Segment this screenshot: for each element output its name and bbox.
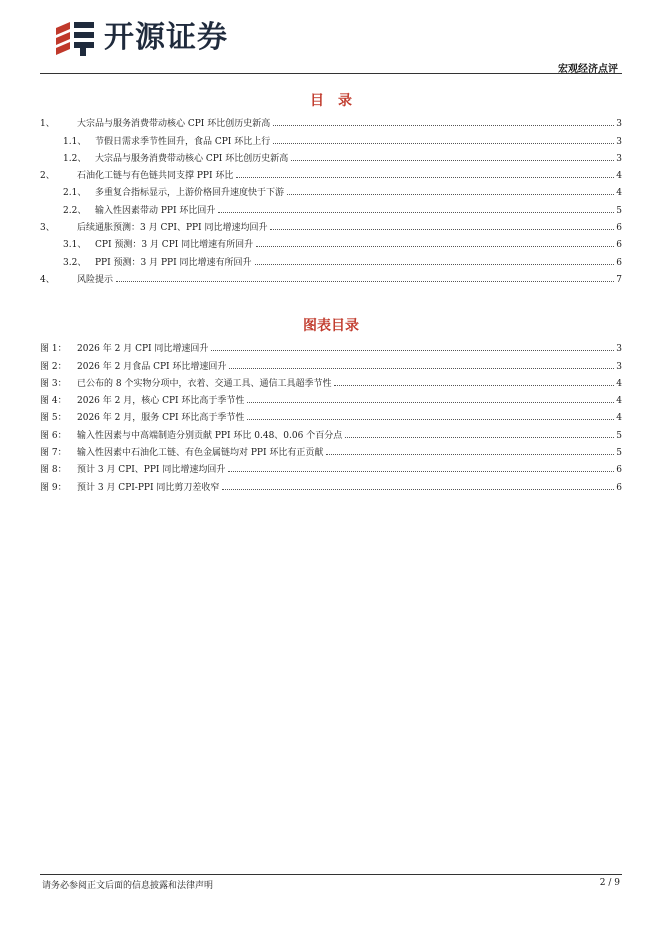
figure-entry[interactable] [40, 458, 622, 475]
figure-number: 图 7： [40, 448, 67, 459]
dot-leader [273, 143, 614, 144]
dot-leader [116, 281, 614, 282]
figures-list [40, 337, 622, 493]
toc-page: 3 [616, 119, 622, 130]
toc-number: 3、 [40, 223, 55, 234]
figure-text: 2026 年 2 月，核心 CPI 环比高于季节性 [77, 396, 245, 407]
toc-entry[interactable] [40, 112, 622, 129]
toc-text: CPI 预测：3 月 CPI 同比增速有所回升 [95, 240, 254, 251]
toc-page: 5 [616, 205, 622, 216]
dot-leader [270, 229, 614, 230]
figure-entry[interactable] [40, 423, 622, 440]
toc-text: 大宗品与服务消费带动核心 CPI 环比创历史新高 [77, 119, 271, 130]
dot-leader [247, 419, 614, 420]
toc-entry[interactable] [40, 233, 622, 250]
dot-leader [256, 246, 614, 247]
toc-text: 风险提示 [77, 274, 114, 285]
toc-number: 1、 [40, 119, 55, 130]
toc-number: 1.1、 [63, 136, 87, 147]
dot-leader [273, 125, 614, 126]
toc-text: 多重复合指标显示，上游价格回升速度快于下游 [95, 188, 285, 199]
dot-leader [236, 177, 614, 178]
toc-text: 输入性因素带动 PPI 环比回升 [95, 205, 216, 216]
figure-page: 6 [616, 482, 622, 493]
toc-page: 4 [616, 171, 622, 182]
dot-leader [228, 471, 614, 472]
figure-text: 预计 3 月 CPI-PPI 同比剪刀差收窄 [77, 482, 220, 493]
figure-number: 图 5： [40, 413, 67, 424]
dot-leader [326, 454, 614, 455]
header-divider [40, 73, 622, 74]
toc-number: 4、 [40, 274, 55, 285]
toc-entry[interactable] [40, 164, 622, 181]
figure-text: 输入性因素中石油化工链、有色金属链均对 PPI 环比有正贡献 [77, 448, 324, 459]
dot-leader [247, 402, 614, 403]
figure-text: 输入性因素与中高端制造分别贡献 PPI 环比 0.48、0.06 个百分点 [77, 430, 343, 441]
figure-text: 预计 3 月 CPI、PPI 同比增速均回升 [77, 465, 226, 476]
figure-number: 图 3： [40, 378, 67, 389]
figure-page: 3 [616, 361, 622, 372]
figure-page: 3 [616, 344, 622, 355]
toc-entry[interactable] [40, 250, 622, 267]
figure-page: 4 [616, 396, 622, 407]
toc-text: 节假日需求季节性回升，食品 CPI 环比上行 [95, 136, 271, 147]
figure-entry[interactable] [40, 337, 622, 354]
toc-number: 3.1、 [63, 240, 87, 251]
toc-entry[interactable] [40, 216, 622, 233]
figure-entry[interactable] [40, 406, 622, 423]
figure-number: 图 9： [40, 482, 67, 493]
figure-page: 6 [616, 465, 622, 476]
figure-text: 2026 年 2 月食品 CPI 环比增速回升 [77, 361, 227, 372]
toc-text: 石油化工链与有色链共同支撑 PPI 环比 [77, 171, 234, 182]
toc-list [40, 112, 622, 285]
figure-text: 已公布的 8 个实物分项中，衣着、交通工具、通信工具超季节性 [77, 378, 332, 389]
figure-number: 图 2： [40, 361, 67, 372]
toc-number: 2、 [40, 171, 55, 182]
toc-text: PPI 预测：3 月 PPI 同比增速有所回升 [95, 257, 252, 268]
figure-entry[interactable] [40, 389, 622, 406]
figure-number: 图 4： [40, 396, 67, 407]
toc-page: 3 [616, 153, 622, 164]
toc-number: 2.2、 [63, 205, 87, 216]
toc-page: 6 [616, 223, 622, 234]
figure-number: 图 1： [40, 344, 67, 355]
page-number: 2 / 9 [599, 878, 620, 888]
dot-leader [211, 350, 614, 351]
dot-leader [291, 160, 614, 161]
figure-number: 图 8： [40, 465, 67, 476]
company-logo [52, 18, 228, 58]
footer-disclaimer: 请务必参阅正文后面的信息披露和法律声明 [42, 881, 214, 891]
toc-page: 4 [616, 188, 622, 199]
toc-page: 6 [616, 257, 622, 268]
figures-title: 图表目录 [303, 318, 359, 334]
dot-leader [345, 437, 614, 438]
dot-leader [255, 264, 615, 265]
toc-title: 目 录 [310, 93, 352, 109]
dot-leader [229, 368, 614, 369]
figure-page: 5 [616, 430, 622, 441]
figure-entry[interactable] [40, 475, 622, 492]
toc-text: 后续通胀预测：3 月 CPI、PPI 同比增速均回升 [77, 223, 268, 234]
logo-text: 开源证券 [104, 20, 228, 55]
dot-leader [222, 489, 614, 490]
figure-entry[interactable] [40, 354, 622, 371]
figure-text: 2026 年 2 月，服务 CPI 环比高于季节性 [77, 413, 245, 424]
figure-entry[interactable] [40, 441, 622, 458]
toc-entry[interactable] [40, 198, 622, 215]
toc-number: 3.2、 [63, 257, 87, 268]
figure-text: 2026 年 2 月 CPI 同比增速回升 [77, 344, 209, 355]
figure-page: 5 [616, 448, 622, 459]
toc-text: 大宗品与服务消费带动核心 CPI 环比创历史新高 [95, 153, 289, 164]
toc-entry[interactable] [40, 147, 622, 164]
figure-entry[interactable] [40, 372, 622, 389]
toc-page: 7 [616, 274, 622, 285]
figure-number: 图 6： [40, 430, 67, 441]
logo-mark-icon [52, 18, 98, 58]
dot-leader [287, 194, 614, 195]
toc-page: 6 [616, 240, 622, 251]
dot-leader [218, 212, 614, 213]
toc-page: 3 [616, 136, 622, 147]
toc-entry[interactable] [40, 181, 622, 198]
dot-leader [334, 385, 614, 386]
toc-entry[interactable] [40, 129, 622, 146]
footer-divider [40, 874, 622, 875]
toc-number: 2.1、 [63, 188, 87, 199]
toc-number: 1.2、 [63, 153, 87, 164]
figure-page: 4 [616, 378, 622, 389]
report-type: 宏观经济点评 [558, 64, 618, 75]
figure-page: 4 [616, 413, 622, 424]
toc-entry[interactable] [40, 268, 622, 285]
